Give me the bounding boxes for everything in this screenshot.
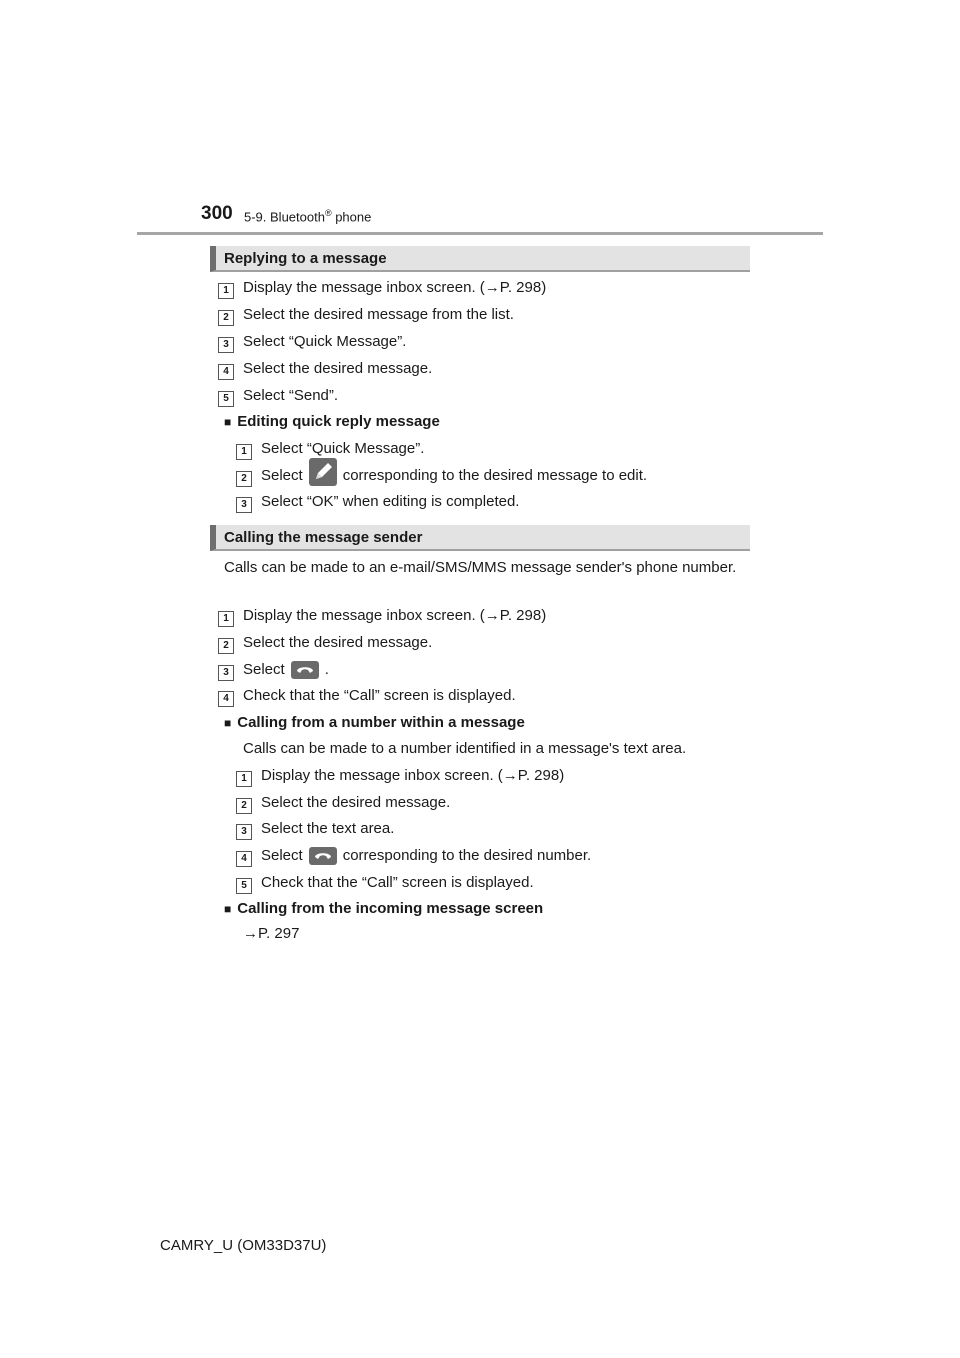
step-text: Select “Send”. — [243, 387, 339, 404]
step-number: 3 — [236, 824, 252, 840]
step-number: 1 — [218, 283, 234, 299]
document-code: CAMRY_U (OM33D37U) — [160, 1237, 327, 1254]
section-title — [244, 208, 371, 224]
header-rule — [137, 232, 823, 235]
phone-icon — [309, 847, 337, 865]
section-suffix: phone — [331, 209, 372, 225]
pencil-icon — [309, 458, 337, 486]
step-number: 5 — [218, 391, 234, 407]
step-number: 4 — [218, 691, 234, 707]
registered-mark: ® — [324, 208, 332, 218]
step-text-a: Select — [261, 467, 303, 484]
step-text-a: Select — [243, 661, 285, 678]
step-text: Display the message inbox screen. (→P. 298) — [261, 767, 565, 784]
square-bullet: ■ — [224, 415, 232, 429]
step-number: 3 — [218, 337, 234, 353]
section-heading-calling-sender: Calling the message sender — [210, 525, 750, 551]
step-text: Select the desired message. — [243, 360, 433, 377]
subheading-text: Editing quick reply message — [237, 413, 440, 430]
step-number: 1 — [236, 771, 252, 787]
step-text-b: . — [324, 661, 329, 678]
step-text — [243, 660, 329, 680]
page-number: 300 — [201, 203, 233, 224]
subheading-incoming-message-screen — [224, 899, 543, 919]
step-number: 1 — [236, 444, 252, 460]
step-text: Check that the “Call” screen is displayed. — [261, 874, 534, 891]
step-number: 3 — [218, 665, 234, 681]
step-number: 1 — [218, 611, 234, 627]
step-number: 4 — [218, 364, 234, 380]
step-number: 2 — [236, 798, 252, 814]
step-text: Select “Quick Message”. — [243, 333, 407, 350]
step-text: Select the desired message. — [261, 794, 451, 811]
step-text: Select “Quick Message”. — [261, 440, 425, 457]
subsection-intro: Calls can be made to a number identified in a message's text area. — [243, 740, 687, 757]
step-text-b: corresponding to the desired number. — [342, 847, 592, 864]
step-number: 2 — [218, 638, 234, 654]
step-number: 3 — [236, 497, 252, 513]
step-number: 2 — [236, 471, 252, 487]
section-heading-replying: Replying to a message — [210, 246, 750, 272]
step-text — [261, 466, 647, 486]
step-text: Check that the “Call” screen is displayed. — [243, 687, 516, 704]
step-text: Select the desired message. — [243, 634, 433, 651]
phone-icon — [291, 661, 319, 679]
step-text: Select the text area. — [261, 820, 395, 837]
square-bullet: ■ — [224, 716, 232, 730]
square-bullet: ■ — [224, 902, 232, 916]
section-intro: Calls can be made to an e-mail/SMS/MMS message sender's phone number. — [224, 559, 737, 576]
step-number: 2 — [218, 310, 234, 326]
step-text — [261, 846, 591, 866]
step-text: Select “OK” when editing is completed. — [261, 493, 520, 510]
step-text: Select the desired message from the list. — [243, 306, 514, 323]
subheading-text: Calling from the incoming message screen — [237, 900, 544, 917]
subheading-calling-from-number — [224, 713, 525, 733]
page-reference-link[interactable]: →P. 297 — [243, 925, 300, 942]
subheading-editing-quick-reply — [224, 412, 440, 432]
step-text-a: Select — [261, 847, 303, 864]
step-text-b: corresponding to the desired message to edit. — [342, 467, 648, 484]
step-text: Display the message inbox screen. (→P. 298) — [243, 279, 547, 296]
subheading-text: Calling from a number within a message — [237, 714, 525, 731]
step-number: 4 — [236, 851, 252, 867]
step-number: 5 — [236, 878, 252, 894]
section-prefix: 5-9. Bluetooth — [244, 209, 325, 225]
step-text: Display the message inbox screen. (→P. 298) — [243, 607, 547, 624]
